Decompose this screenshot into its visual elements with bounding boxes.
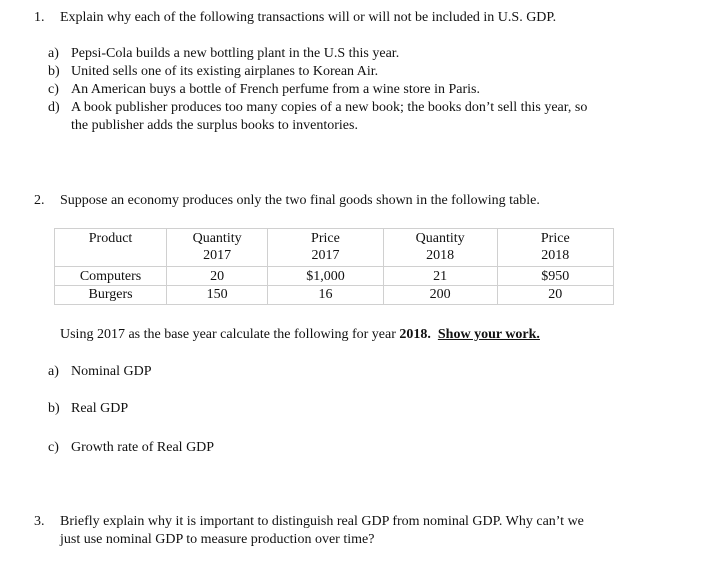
question-1-text: Explain why each of the following transactions will or will not be included in U.S. GDP.: [60, 10, 557, 25]
question-2-number: 2.: [34, 193, 45, 208]
q2-part-b-text: Real GDP: [71, 401, 129, 416]
q2-instruction-year: 2018.: [399, 327, 431, 342]
header-price-2017-line1: Price: [311, 231, 340, 246]
q2-part-b-label: b): [48, 401, 60, 416]
question-3-number: 3.: [34, 514, 45, 529]
q1-item-d-label: d): [48, 100, 60, 115]
header-price-2018-line1: Price: [540, 231, 570, 246]
header-quantity-2017-line2: 2017: [203, 248, 232, 263]
q2-part-a-text: Nominal GDP: [71, 364, 152, 379]
q2-instruction-prefix: Using 2017 as the base year calculate the following for year: [60, 327, 396, 342]
header-price-2018-line2: 2018: [541, 248, 570, 263]
table-row: [55, 286, 614, 305]
question-3-text-continued: just use nominal GDP to measure production over time?: [60, 532, 375, 547]
table-cell: 20: [497, 286, 613, 305]
header-price-2018: [497, 229, 613, 267]
table-cell: 200: [383, 286, 497, 305]
q1-item-b-label: b): [48, 64, 60, 79]
table-row: [55, 267, 614, 286]
q1-item-d-text-continued: the publisher adds the surplus books to inventories.: [71, 118, 358, 133]
table-cell: Computers: [55, 267, 167, 286]
q2-part-c-label: c): [48, 440, 59, 455]
q1-item-c-text: An American buys a bottle of French perfume from a wine store in Paris.: [71, 82, 481, 97]
header-quantity-2018-line2: 2018: [426, 248, 455, 263]
q1-item-a-label: a): [48, 46, 59, 61]
table-cell: Burgers: [55, 286, 167, 305]
table-cell: 21: [383, 267, 497, 286]
table-cell: $950: [497, 267, 613, 286]
header-quantity-2017-line1: Quantity: [192, 231, 242, 246]
table-cell: 16: [268, 286, 384, 305]
q1-item-d-text: A book publisher produces too many copies of a new book; the books don’t sell this year, so: [71, 100, 588, 115]
q2-show-work: Show your work.: [437, 327, 540, 342]
header-product-label: Product: [88, 231, 133, 246]
header-quantity-2017: [167, 229, 268, 267]
header-product: [55, 229, 167, 267]
question-3-text: Briefly explain why it is important to distinguish real GDP from nominal GDP. Why can’t we: [60, 514, 584, 529]
q1-item-c-label: c): [48, 82, 59, 97]
question-2-text: Suppose an economy produces only the two final goods shown in the following table.: [60, 193, 540, 208]
q1-item-a-text: Pepsi-Cola builds a new bottling plant in the U.S this year.: [71, 46, 400, 61]
table-cell: 150: [167, 286, 268, 305]
question-1-number: 1.: [34, 10, 45, 25]
q2-instruction: [60, 326, 540, 343]
header-price-2017: [268, 229, 384, 267]
goods-table: [54, 228, 614, 305]
header-quantity-2018-line1: Quantity: [415, 231, 465, 246]
table-cell: $1,000: [268, 267, 384, 286]
q2-part-c-text: Growth rate of Real GDP: [71, 440, 215, 455]
q1-item-b-text: United sells one of its existing airplanes to Korean Air.: [71, 64, 379, 79]
header-price-2017-line2: 2017: [311, 248, 340, 263]
header-quantity-2018: [383, 229, 497, 267]
table-cell: 20: [167, 267, 268, 286]
q2-part-a-label: a): [48, 364, 59, 379]
table-header-row: [55, 229, 614, 267]
